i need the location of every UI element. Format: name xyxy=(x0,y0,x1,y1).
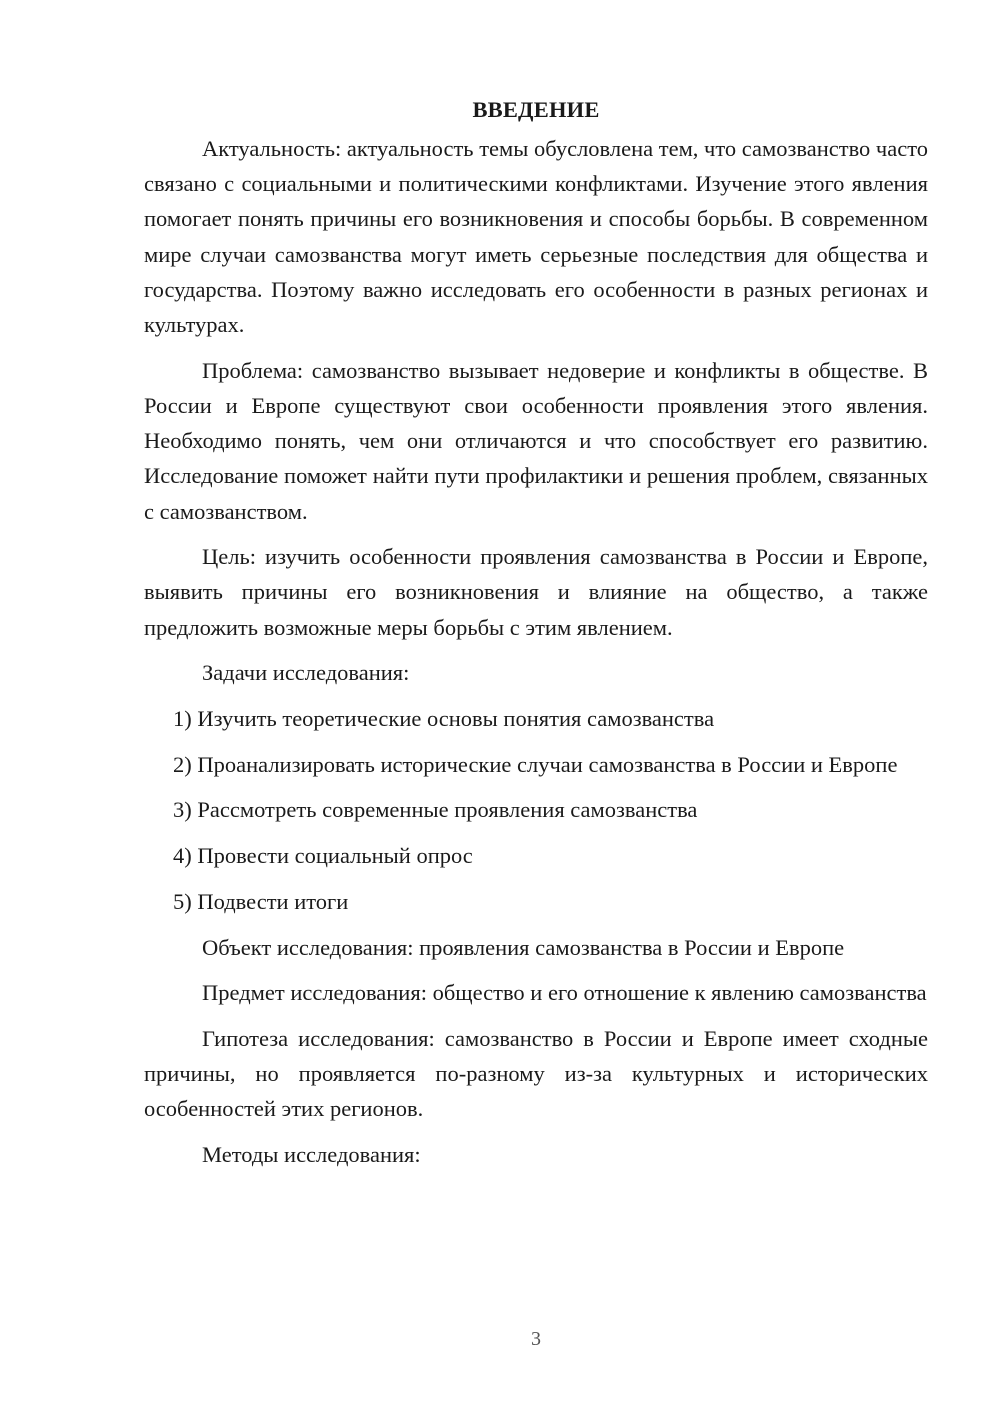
list-item: 1) Изучить теоретические основы понятия самозванства xyxy=(173,706,715,732)
page-title: ВВЕДЕНИЕ xyxy=(472,97,600,122)
subject-paragraph: Предмет исследования: общество и его отношение к явлению самозванства xyxy=(202,980,927,1006)
tasks-list xyxy=(144,701,928,919)
relevance-paragraph: Актуальность: актуальность темы обусловлена тем, что самозванство часто связано с социальными и политическими конфликтами. Изучение этого явления помогает понять причины его возникновения и способы борьбы. В современном мире случаи самозванства могут иметь серьезные последствия для общества и государства. Поэтому важно исследовать его особенности в разных регионах и культурах. xyxy=(144,136,928,338)
hypothesis-paragraph: Гипотеза исследования: самозванство в России и Европе имеет сходные причины, но проявляется по-разному из-за культурных и исторических особенностей этих регионов. xyxy=(144,1025,928,1122)
document-page xyxy=(144,92,928,1183)
list-item: 5) Подвести итоги xyxy=(173,888,349,914)
page-number: 3 xyxy=(531,1328,541,1350)
list-item: 3) Рассмотреть современные проявления самозванства xyxy=(173,797,698,823)
tasks-heading: Задачи исследования: xyxy=(202,660,410,686)
list-item: 4) Провести социальный опрос xyxy=(173,843,473,869)
problem-paragraph: Проблема: самозванство вызывает недоверие и конфликты в обществе. В России и Европе существуют свои особенности проявления этого явления. Необходимо понять, чем они отличаются и что способствует его развитию. Исследование поможет найти пути профилактики и решения проблем, связанных с самозванством. xyxy=(144,357,928,524)
goal-paragraph: Цель: изучить особенности проявления самозванства в России и Европе, выявить причины его возникновения и влияние на общество, а также предложить возможные меры борьбы с этим явлением. xyxy=(144,544,928,640)
methods-heading: Методы исследования: xyxy=(202,1142,421,1168)
object-paragraph: Объект исследования: проявления самозванства в России и Европе xyxy=(202,934,845,960)
list-item: 2) Проанализировать исторические случаи самозванства в России и Европе xyxy=(173,751,898,777)
